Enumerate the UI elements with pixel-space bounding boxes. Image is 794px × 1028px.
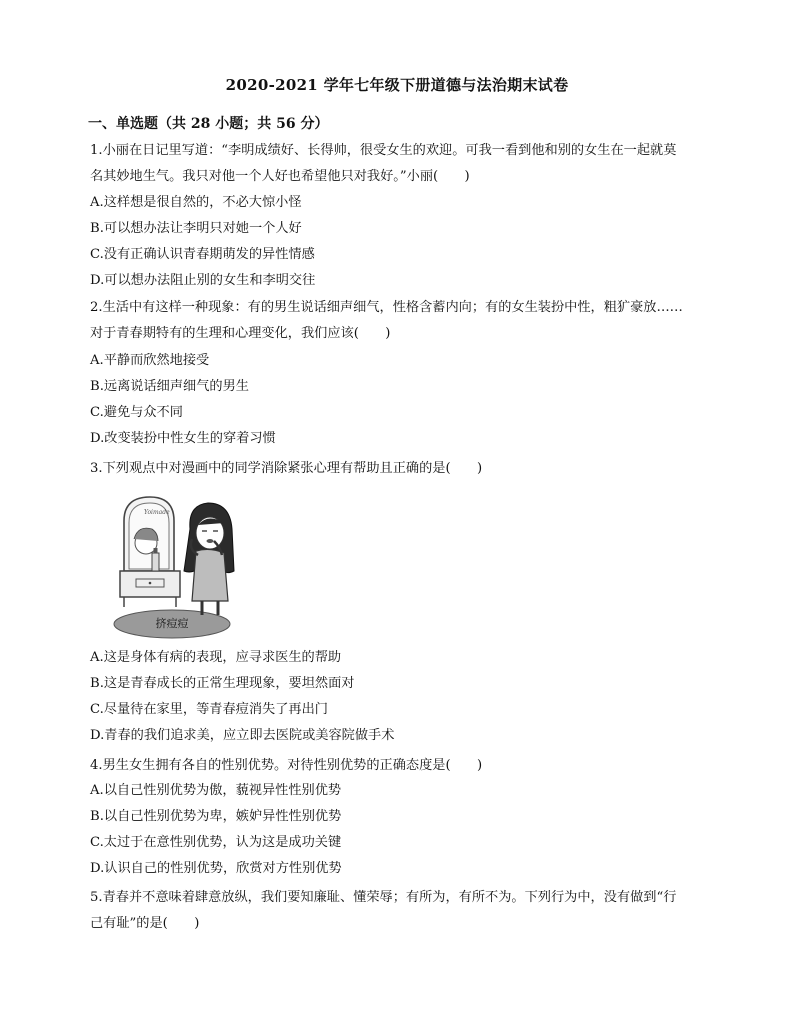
exam-title: 2020-2021 学年七年级下册道德与法治期末试卷 bbox=[225, 76, 569, 94]
question-3-option-a: A.这是身体有病的表现，应寻求医生的帮助 bbox=[90, 650, 342, 665]
question-3-stem-line-1: 3.下列观点中对漫画中的同学消除紧张心理有帮助且正确的是( ) bbox=[90, 461, 483, 476]
question-3-option-b: B.这是青春成长的正常生理现象，要坦然面对 bbox=[90, 676, 355, 691]
drawer-knob bbox=[149, 582, 152, 585]
question-4-option-a: A.以自己性别优势为傲，藐视异性性别优势 bbox=[90, 783, 342, 798]
question-4-option-c: C.太过于在意性别优势，认为这是成功关键 bbox=[90, 835, 342, 850]
figure-caption: 挤痘痘 bbox=[155, 617, 189, 630]
question-4-stem-line-1: 4.男生女生拥有各自的性别优势。对待性别优势的正确态度是( ) bbox=[90, 758, 483, 773]
question-2-stem-line-2: 对于青春期特有的生理和心理变化，我们应该( ) bbox=[90, 326, 391, 341]
girl-mouth bbox=[207, 539, 214, 543]
question-1-option-b: B.可以想办法让李明只对她一个人好 bbox=[90, 221, 302, 236]
question-2-option-a: A.平静而欣然地接受 bbox=[90, 353, 210, 368]
question-2-option-c: C.避免与众不同 bbox=[90, 405, 183, 420]
cartoon-figure bbox=[112, 491, 240, 641]
question-2-option-d: D.改变装扮中性女生的穿着习惯 bbox=[90, 431, 276, 446]
question-4-option-d: D.认识自己的性别优势，欣赏对方性别优势 bbox=[90, 861, 342, 876]
question-3-option-c: C.尽量待在家里，等青春痘消失了再出门 bbox=[90, 702, 328, 717]
question-1-option-a: A.这样想是很自然的，不必大惊小怪 bbox=[90, 195, 302, 210]
question-4-option-b: B.以自己性别优势为卑，嫉妒异性性别优势 bbox=[90, 809, 342, 824]
question-1-option-d: D.可以想办法阻止别的女生和李明交往 bbox=[90, 273, 316, 288]
question-5-stem-line-2: 己有耻”的是( ) bbox=[90, 916, 200, 931]
question-3-option-d: D.青春的我们追求美，应立即去医院或美容院做手术 bbox=[90, 728, 395, 743]
question-1-option-c: C.没有正确认识青春期萌发的异性情感 bbox=[90, 247, 315, 262]
question-2-stem-line-1: 2.生活中有这样一种现象：有的男生说话细声细气，性格含蓄内向；有的女生装扮中性，粗犷豪放…… bbox=[90, 300, 683, 315]
section-heading: 一、单选题（共 28 小题；共 56 分） bbox=[88, 116, 329, 132]
question-5-stem-line-1: 5.青春并不意味着肆意放纵，我们要知廉耻、懂荣辱；有所为，有所不为。下列行为中，没有做到“行 bbox=[90, 890, 677, 905]
mirror-text: Yoimade bbox=[144, 509, 170, 516]
girl-dress bbox=[192, 549, 228, 601]
question-1-stem-line-1: 1.小丽在日记里写道：“李明成绩好、长得帅，很受女生的欢迎。可我一看到他和别的女生在一起就莫 bbox=[90, 143, 677, 158]
question-1-stem-line-2: 名其妙地生气。我只对他一个人好也希望他只对我好。”小丽( ) bbox=[90, 169, 470, 184]
bottle bbox=[152, 553, 159, 571]
question-2-option-b: B.远离说话细声细气的男生 bbox=[90, 379, 249, 394]
bottle-cap bbox=[154, 548, 158, 553]
